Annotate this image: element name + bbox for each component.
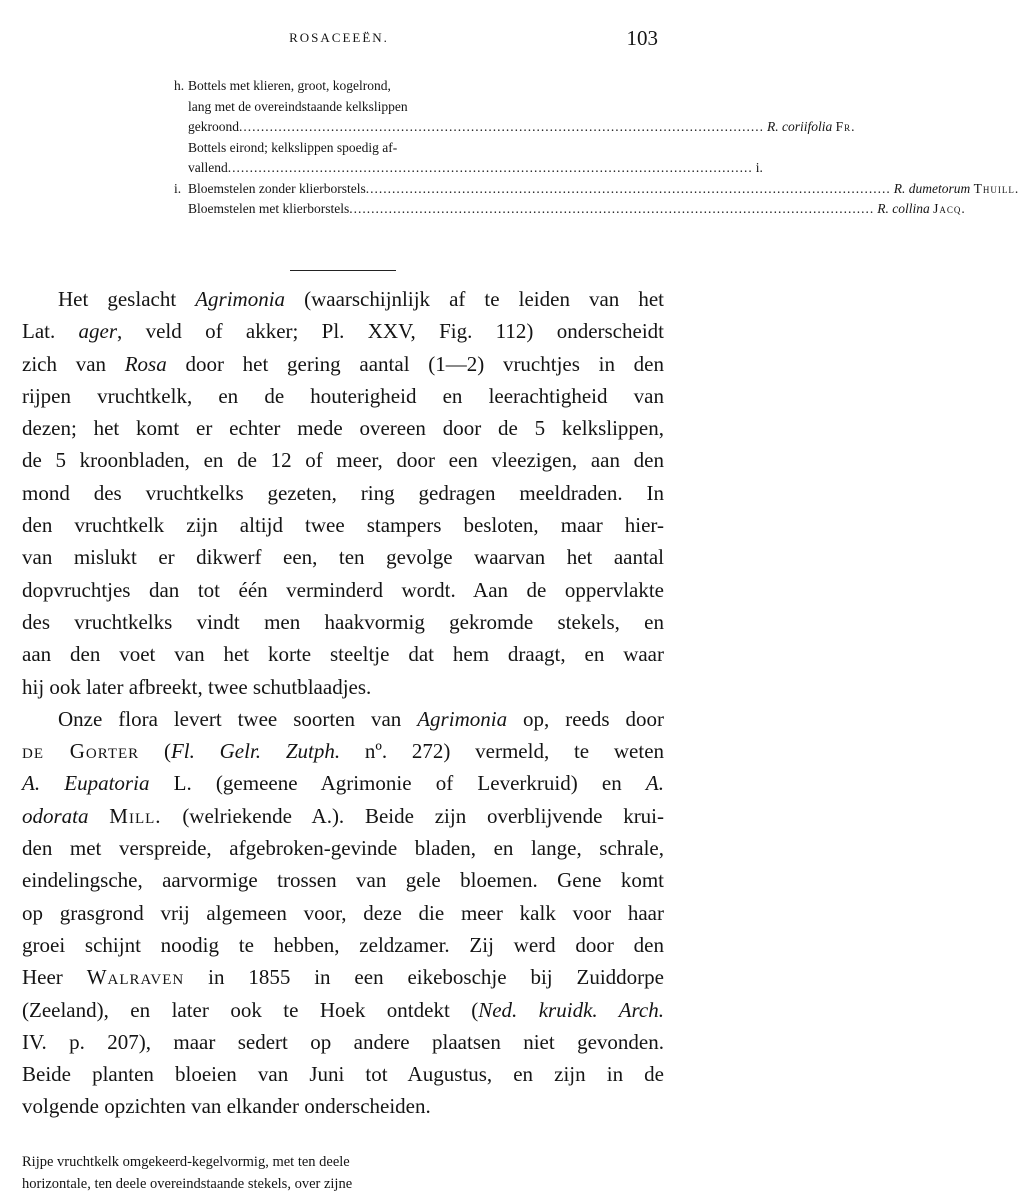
text-segment: dezen; het komt er echter mede overeen door de 5 kelkslippen, xyxy=(22,416,664,441)
key-row xyxy=(188,158,763,179)
dot-leader: ........................................................................................................................ xyxy=(239,119,764,134)
text-line xyxy=(22,1026,664,1058)
italic-text: Rosa xyxy=(124,351,167,376)
key-text: Bottels eirond; kelkslippen spoedig af- xyxy=(188,139,398,155)
text-segment: mond des vruchtkelks gezeten, ring gedragen meeldraden. In xyxy=(22,480,664,505)
text-line xyxy=(22,864,664,896)
text-segment: eindelingsche, aarvormige trossen van gele bloemen. Gene komt xyxy=(22,868,664,893)
text-segment: de 5 kroonbladen, en de 12 of meer, door een vleezigen, aan den xyxy=(22,448,664,473)
text-line xyxy=(22,767,664,799)
text-segment: IV. p. 207), maar sedert op andere plaatsen niet gevonden. xyxy=(22,1029,664,1054)
text-segment: Onze flora levert twee soorten van xyxy=(58,706,418,731)
text-segment: op, reeds door xyxy=(507,706,664,731)
text-line xyxy=(22,574,664,606)
text-segment: in 1855 in een eikeboschje bij Zuiddorpe xyxy=(184,965,664,990)
text-line xyxy=(22,315,664,347)
text-segment: dopvruchtjes dan tot één verminderd wordt. Aan de oppervlakte xyxy=(22,577,664,602)
key-row xyxy=(188,117,856,138)
species-name: R. dumetorum xyxy=(893,180,971,196)
key-result xyxy=(891,179,1019,200)
key-text: Bloemstelen met klierborstels xyxy=(188,201,350,216)
italic-text: ager xyxy=(78,319,118,344)
key-letter: i. xyxy=(174,180,182,196)
key-lead xyxy=(188,158,763,179)
text-segment: van mislukt er dikwerf een, ten gevolge waarvan het aantal xyxy=(22,545,664,570)
italic-text: Agrimonia xyxy=(417,706,508,731)
species-name: R. collina xyxy=(877,201,930,216)
key-result xyxy=(753,158,763,179)
text-line xyxy=(22,444,664,476)
key-text: Bottels met klieren, groot, kogelrond, xyxy=(188,78,391,93)
species-author: i. xyxy=(755,160,763,175)
italic-text: A. Eupatoria xyxy=(22,771,150,796)
text-segment: (waarschijnlijk af te leiden van het xyxy=(285,287,664,311)
text-line xyxy=(22,1090,664,1122)
body-text xyxy=(22,283,664,1123)
key-row xyxy=(188,97,638,118)
species-author: Jacq. xyxy=(933,201,966,216)
small-caps-text: Walraven xyxy=(86,965,185,990)
continuation-line: horizontale, ten deele overeindstaande stekels, over zijne xyxy=(22,1175,353,1192)
text-segment: op grasgrond vrij algemeen voor, deze die meer kalk voor haar xyxy=(22,900,664,925)
key-row xyxy=(174,179,1019,200)
key-result xyxy=(764,117,856,138)
text-segment: nº. 272) vermeld, te weten xyxy=(340,739,665,764)
text-segment: , veld of akker; Pl. XXV, Fig. 112) onderscheidt xyxy=(117,319,664,344)
small-caps-text: de Gorter xyxy=(22,739,140,764)
species-author: Thuill. xyxy=(973,180,1019,196)
text-segment: (Zeeland), en later ook te Hoek ontdekt ( xyxy=(22,997,479,1022)
continuation-line: Rijpe vruchtkelk omgekeerd-kegelvormig, met ten deele xyxy=(22,1154,350,1170)
italic-text: Agrimonia xyxy=(195,287,286,311)
text-segment: door het gering aantal (1—2) vruchtjes in den xyxy=(166,351,665,376)
text-line xyxy=(22,961,664,993)
text-line xyxy=(22,703,664,735)
key-text: vallend xyxy=(188,160,228,175)
key-text: lang met de overeindstaande kelkslippen xyxy=(188,98,408,114)
dot-leader: ........................................................................................................................ xyxy=(349,201,875,216)
text-line xyxy=(22,671,664,703)
text-segment: den vruchtkelk zijn altijd twee stampers besloten, maar hier- xyxy=(22,513,664,538)
key-lead xyxy=(188,117,856,138)
key-result xyxy=(874,199,966,220)
text-line xyxy=(22,380,664,412)
text-segment: Lat. xyxy=(22,319,79,344)
key-row xyxy=(188,199,966,220)
text-segment xyxy=(89,804,110,828)
key-lead xyxy=(188,199,966,220)
italic-text: odorata xyxy=(22,803,89,828)
text-line xyxy=(22,1058,664,1090)
page-number: 103 xyxy=(626,26,658,50)
text-segment: zich van xyxy=(22,351,125,376)
key-letter: h. xyxy=(174,78,185,93)
text-line xyxy=(22,348,664,380)
text-line xyxy=(22,638,664,670)
text-line xyxy=(22,541,664,573)
text-line xyxy=(22,477,664,509)
text-segment: Beide planten bloeien van Juni tot Augustus, en zijn in de xyxy=(22,1062,664,1087)
text-segment: aan den voet van het korte steeltje dat hem draagt, en waar xyxy=(22,642,664,667)
text-segment: Het geslacht xyxy=(58,287,196,311)
species-name: R. coriifolia xyxy=(767,119,833,134)
small-caps-text: Mill. xyxy=(109,803,162,828)
key-row xyxy=(188,138,638,159)
text-segment: groei schijnt noodig te hebben, zeldzamer. Zij werd door den xyxy=(22,932,664,957)
continuation-key-text xyxy=(22,1152,664,1195)
key-row xyxy=(174,76,638,97)
text-line xyxy=(22,832,664,864)
identification-key xyxy=(174,76,1019,220)
text-segment: rijpen vruchtkelk, en de houterigheid en leerachtigheid van xyxy=(22,383,664,408)
text-segment: L. (gemeene Agrimonie of Leverkruid) en xyxy=(149,771,646,796)
species-author: Fr. xyxy=(835,119,856,134)
text-line xyxy=(22,412,664,444)
text-line xyxy=(22,735,664,767)
text-segment: ( xyxy=(139,739,171,764)
text-line xyxy=(22,606,664,638)
italic-text: A. xyxy=(645,771,664,796)
dot-leader: ........................................................................................................................ xyxy=(227,160,753,175)
text-line xyxy=(22,800,664,832)
text-line xyxy=(22,994,664,1026)
page-header xyxy=(0,26,678,50)
text-segment: des vruchtkelks vindt men haakvormig gekromde stekels, en xyxy=(22,609,664,634)
text-segment: Heer xyxy=(22,965,87,990)
text-line xyxy=(22,929,664,961)
italic-text: Fl. Gelr. Zutph. xyxy=(170,739,341,764)
dot-leader: ........................................................................................................................ xyxy=(365,180,891,196)
text-segment: volgende opzichten van elkander onderscheiden. xyxy=(22,1094,431,1119)
running-title: ROSACEEËN. xyxy=(289,30,389,45)
key-text: gekroond xyxy=(188,119,239,134)
text-line xyxy=(22,509,664,541)
text-segment: den met verspreide, afgebroken-gevinde bladen, en lange, schrale, xyxy=(22,836,664,861)
section-divider-rule xyxy=(290,270,396,271)
text-line xyxy=(22,897,664,929)
text-segment: hij ook later afbreekt, twee schutblaadjes. xyxy=(22,674,372,699)
text-segment: (welriekende A.). Beide zijn overblijvende krui- xyxy=(161,803,665,828)
text-line xyxy=(22,283,664,315)
key-lead xyxy=(188,179,1019,200)
key-text: Bloemstelen zonder klierborstels xyxy=(188,180,366,196)
italic-text: Ned. kruidk. Arch. xyxy=(478,997,664,1022)
